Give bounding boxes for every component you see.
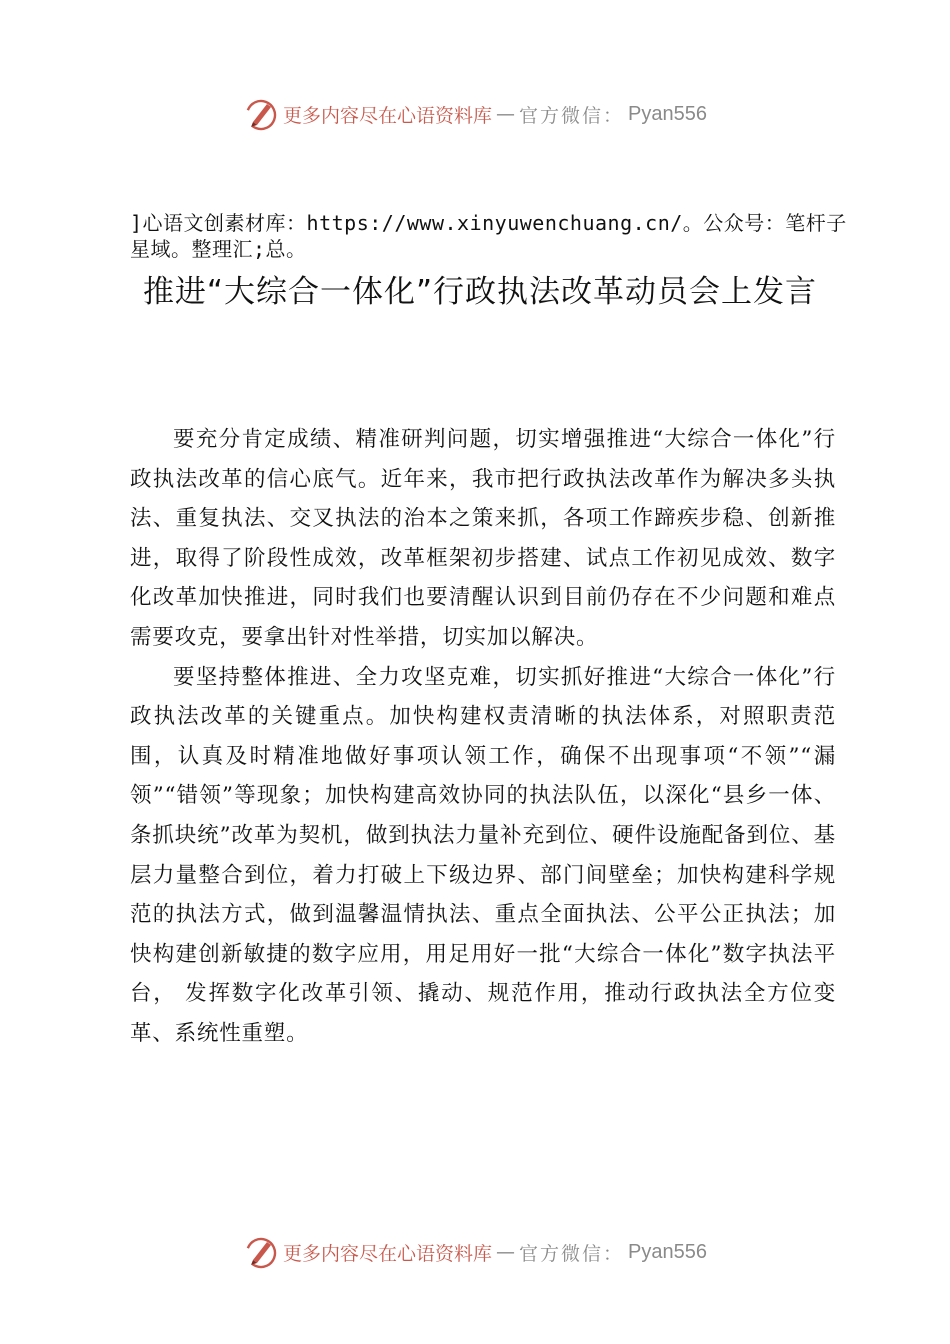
paragraph: 要坚持整体推进、全力攻坚克难，切实抓好推进“大综合一体化”行政执法改革的关键重点。加快构建权责清晰的执法体系，对照职责范围，认真及时精准地做好事项认领工作，确保不出现事项“不领”“漏领”“错领”等现象；加快构建高效协同的执法队伍，以深化“县乡一体、条抓块统”改革为契机，做到执法力量补充到位、硬件设施配备到位、基层力量整合到位，着力打破上下级边界、部门间壁垒；加快构建科学规范的执法方式，做到温馨温情执法、重点全面执法、公平公正执法；加快构建创新敏捷的数字应用，用足用好一批“大综合一体化”数字执法平台， 发挥数字化改革引领、撬动、规范作用，推动行政执法全方位变革、系统性重塑。 <box>130 664 836 1046</box>
watermark-footer <box>0 1232 950 1272</box>
source-note: ]心语文创素材库：https://www.xinyuwenchuang.cn/。公众号：笔杆子星域。整理汇;总。 <box>130 211 847 261</box>
document-title: 推进“大综合一体化”行政执法改革动员会上发言 <box>142 274 818 310</box>
watermark-handle: Pyan556 <box>628 102 707 125</box>
paragraph: 要充分肯定成绩、精准研判问题，切实增强推进“大综合一体化”行政执法改革的信心底气。近年来，我市把行政执法改革作为解决多头执法、重复执法、交叉执法的治本之策来抓，各项工作蹄疾步稳、创新推进，取得了阶段性成效，改革框架初步搭建、试点工作初见成效、数字化改革加快推进，同时我们也要清醒认识到目前仍存在不少问题和难点需要攻克，要拿出针对性举措，切实加以解决。 <box>130 427 836 650</box>
watermark-handle: Pyan556 <box>628 1240 707 1263</box>
watermark-label: 官方微信： <box>519 104 625 127</box>
watermark-label: 官方微信： <box>519 1242 625 1265</box>
watermark-dash: — <box>496 1241 516 1263</box>
document-body <box>130 420 836 1054</box>
watermark-dash: — <box>496 103 516 125</box>
watermark-brand: 更多内容尽在心语资料库 <box>283 104 493 127</box>
pen-logo-icon <box>243 96 279 132</box>
watermark-brand: 更多内容尽在心语资料库 <box>283 1242 493 1265</box>
pen-logo-icon <box>243 1234 279 1270</box>
watermark-header <box>0 94 950 134</box>
